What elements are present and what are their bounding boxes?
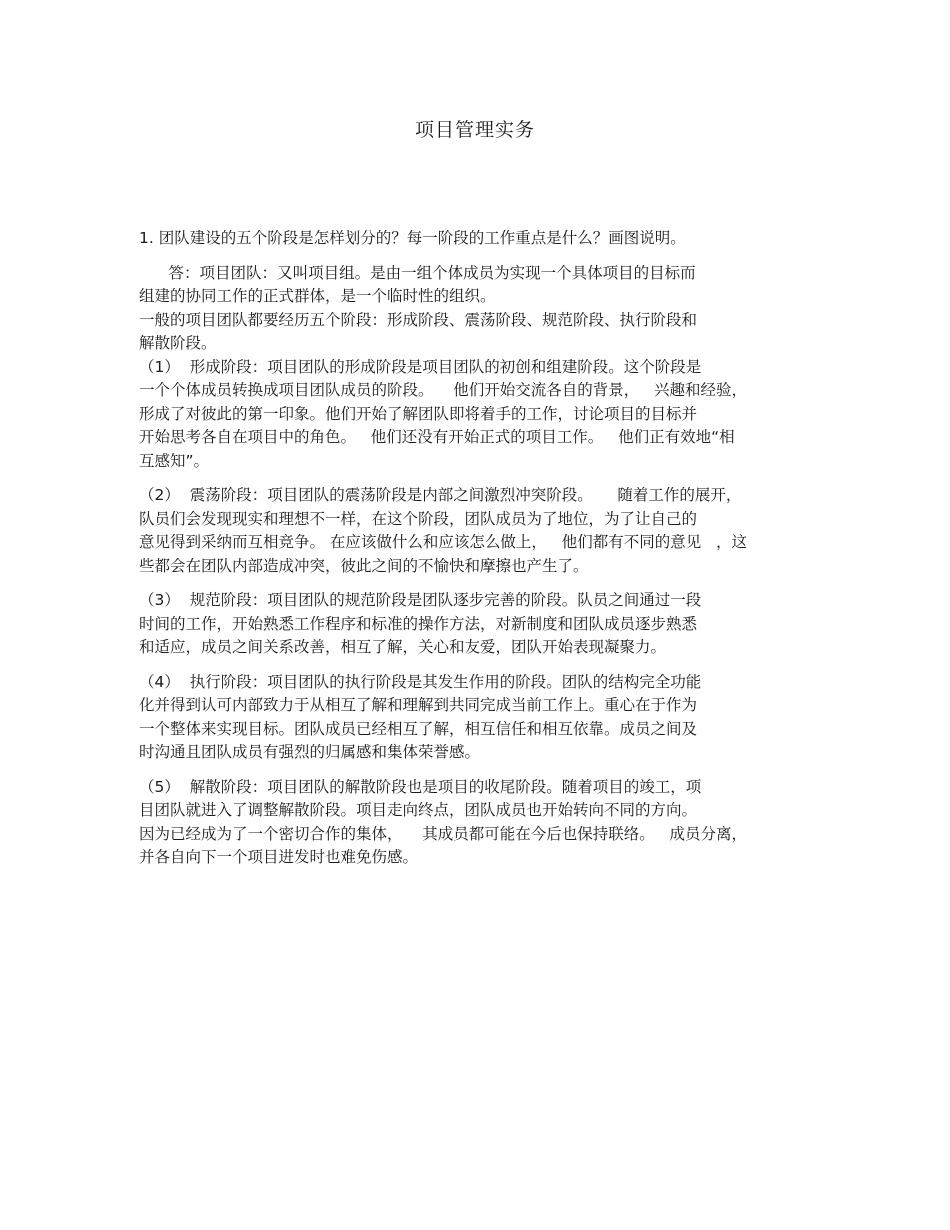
paragraph-gap xyxy=(139,765,819,776)
text-line: （5） 解散阶段：项目团队的解散阶段也是项目的收尾阶段。随着项目的竣工，项 xyxy=(139,777,702,796)
text-line: 一个整体来实现目标。团队成员已经相互了解，相互信任和相互依靠。成员之间及 xyxy=(139,719,698,738)
stage4-paragraph xyxy=(139,671,819,765)
text-line: 意见得到采纳而互相竞争。 在应该做什么和应该怎么做上， 他们都有不同的意见 ，这 xyxy=(139,533,747,551)
paragraph-gap xyxy=(139,578,819,589)
stage3-paragraph xyxy=(139,589,819,660)
text-line: 组建的协同工作的正式群体，是一个临时性的组织。 xyxy=(139,287,496,305)
text-line: （1） 形成阶段：项目团队的形成阶段是项目团队的初创和组建阶段。这个阶段是 xyxy=(139,357,702,376)
paragraph-gap xyxy=(139,251,819,262)
text-line: （2） 震荡阶段：项目团队的震荡阶段是内部之间激烈冲突阶段。 随着工作的展开， xyxy=(139,486,742,504)
text-line: 因为已经成为了一个密切合作的集体， 其成员都可能在今后也保持联络。 成员分离， xyxy=(139,824,747,843)
text-line: 解散阶段。 xyxy=(139,334,217,352)
text-line: 时沟通且团队成员有强烈的归属感和集体荣誉感。 xyxy=(139,743,481,761)
question-line: 1. 团队建设的五个阶段是怎样划分的？每一阶段的工作重点是什么？画图说明。 xyxy=(139,229,686,247)
answer-intro-paragraph xyxy=(139,262,819,356)
text-line: （4） 执行阶段：项目团队的执行阶段是其发生作用的阶段。团队的结构完全功能 xyxy=(139,672,702,691)
text-line: 和适应，成员之间关系改善，相互了解，关心和友爱，团队开始表现凝聚力。 xyxy=(139,638,667,656)
text-line: 队员们会发现现实和理想不一样，在这个阶段，团队成员为了地位，为了让自己的 xyxy=(139,509,698,528)
text-line: 形成了对彼此的第一印象。他们开始了解团队即将着手的工作，讨论项目的目标并 xyxy=(139,404,698,423)
paragraph-gap xyxy=(139,660,819,671)
text-line: 答：项目团队：又叫项目组。是由一组个体成员为实现一个具体项目的目标而 xyxy=(139,263,696,282)
document-title: 项目管理实务 xyxy=(414,119,535,141)
document-body xyxy=(139,227,819,870)
text-line: （3） 规范阶段：项目团队的规范阶段是团队逐步完善的阶段。队员之间通过一段 xyxy=(139,591,702,609)
text-line: 互感知”。 xyxy=(139,451,210,470)
text-line: 目团队就进入了调整解散阶段。项目走向终点，团队成员也开始转向不同的方向。 xyxy=(139,801,698,819)
stage5-paragraph xyxy=(139,776,819,870)
stage1-paragraph xyxy=(139,356,819,474)
text-line: 一般的项目团队都要经历五个阶段：形成阶段、震荡阶段、规范阶段、执行阶段和 xyxy=(139,310,698,329)
text-line: 开始思考各自在项目中的角色。 他们还没有开始正式的项目工作。 他们正有效地“相 xyxy=(139,428,735,446)
text-line: 化并得到认可内部致力于从相互了解和理解到共同完成当前工作上。重心在于作为 xyxy=(139,696,698,714)
text-line: 时间的工作，开始熟悉工作程序和标准的操作方法，对新制度和团队成员逐步熟悉 xyxy=(139,614,698,633)
text-line: 并各自向下一个项目进发时也难免伤感。 xyxy=(139,848,419,866)
text-line: 些都会在团队内部造成冲突，彼此之间的不愉快和摩擦也产生了。 xyxy=(139,556,589,575)
stage2-paragraph xyxy=(139,484,819,578)
text-line: 一个个体成员转换成项目团队成员的阶段。 他们开始交流各自的背景， 兴趣和经验， xyxy=(139,381,747,399)
paragraph-gap xyxy=(139,473,819,484)
